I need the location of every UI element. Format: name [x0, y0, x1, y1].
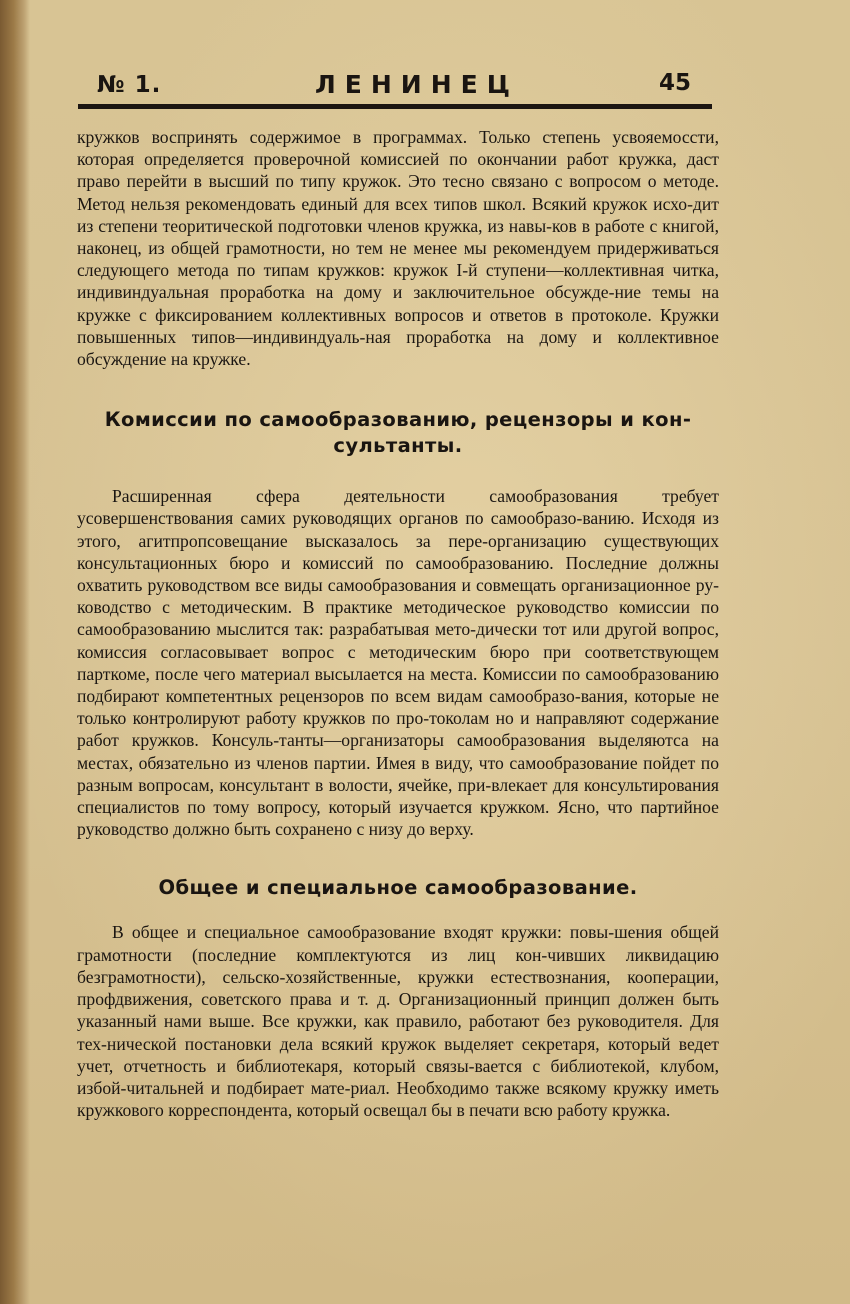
section-heading-general-special: Общее и специальное самообразование. — [158, 876, 638, 900]
page-header — [75, 68, 715, 102]
book-spine-shadow — [0, 0, 30, 1304]
intro-paragraph: кружков воспринять содержимое в программах. Только степень усвояемосcти, которая определяется проверочной комиссией по окончании работ кружка, даст право перейти в высший по типу кружок. Это тесно связано с вопросом о методе. Метод нельзя рекомендовать единый для всех типов школ. Всякий кружок исхо-дит из степени теоритической подготовки членов кружка, из навы-ков в работе с книгой, наконец, из общей грамотности, но тем не менее мы рекомендуем придерживаться следующего метода по типам кружков: кружок I-й ступени—коллективная читка, индивиндуальная проработка на дому и заключительное обсужде-ние темы на кружке с фиксированием коллективных вопросов и ответов в протоколе. Кружки повышенных типов—индивиндуаль-ная проработка на дому и коллективное обсуждение на кружке. — [77, 127, 719, 370]
page-number: 45 — [658, 70, 691, 96]
section-heading-commissions: Комиссии по самообразованию, рецензоры и кон-сультанты. — [104, 408, 692, 458]
journal-title: ЛЕНИНЕЦ — [315, 70, 519, 99]
header-rule — [78, 104, 712, 109]
issue-number: № 1. — [97, 72, 162, 98]
commissions-paragraph: Расширенная сфера деятельности самообразования требует усовершенствования самих руководящих органов по самообразо-ванию. Исходя из этого, агитпропсовещание высказалось за пере-организацию существующих консультационных бюро и комиссий по самообразованию. Последние должны охватить руководством все виды самообразования и совмещать организационное ру-ководство с методическим. В практике методическое руководство комиссии по самообразованию мыслится так: разрабатывая мето-дически тот или другой вопрос, комиссия согласовывает вопрос с методическим бюро при соответствующем парткоме, после чего материал высылается на места. Комиссии по самообразованию подбирают компетентных рецензоров по всем видам самообразо-вания, которые не только контролируют работу кружков по про-токолам но и направляют содержание работ кружков. Консуль-танты—организаторы самообразования выделяютса на местах, обязательно из членов партии. Имея в виду, что самообразование пойдет по разным вопросам, консультант в волости, ячейке, при-влекает для консультирования специалистов по тому вопросу, который изучается кружком. Ясно, что партийное руководство должно быть сохранено с низу до верху. — [77, 486, 719, 840]
general-special-paragraph: В общее и специальное самообразование входят кружки: повы-шения общей грамотности (последние комплектуются из лиц кон-чивших ликвидацию безграмотности), сельско-хозяйственные, кружки естествознания, кооперации, профдвижения, советского права и т. д. Организационный принцип должен быть указанный нами выше. Все кружки, как правило, работают без руководителя. Для тех-нической постановки дела всякий кружок выделяет секретаря, который ведет учет, отчетность и библиотекаря, который связы-вается с библиотекой, клубом, избой-читальней и подбирает мате-риал. Необходимо также всякому кружку иметь кружкового корреспондента, который освещал бы в печати всю работу кружка. — [77, 922, 719, 1121]
article-body — [77, 126, 719, 1121]
